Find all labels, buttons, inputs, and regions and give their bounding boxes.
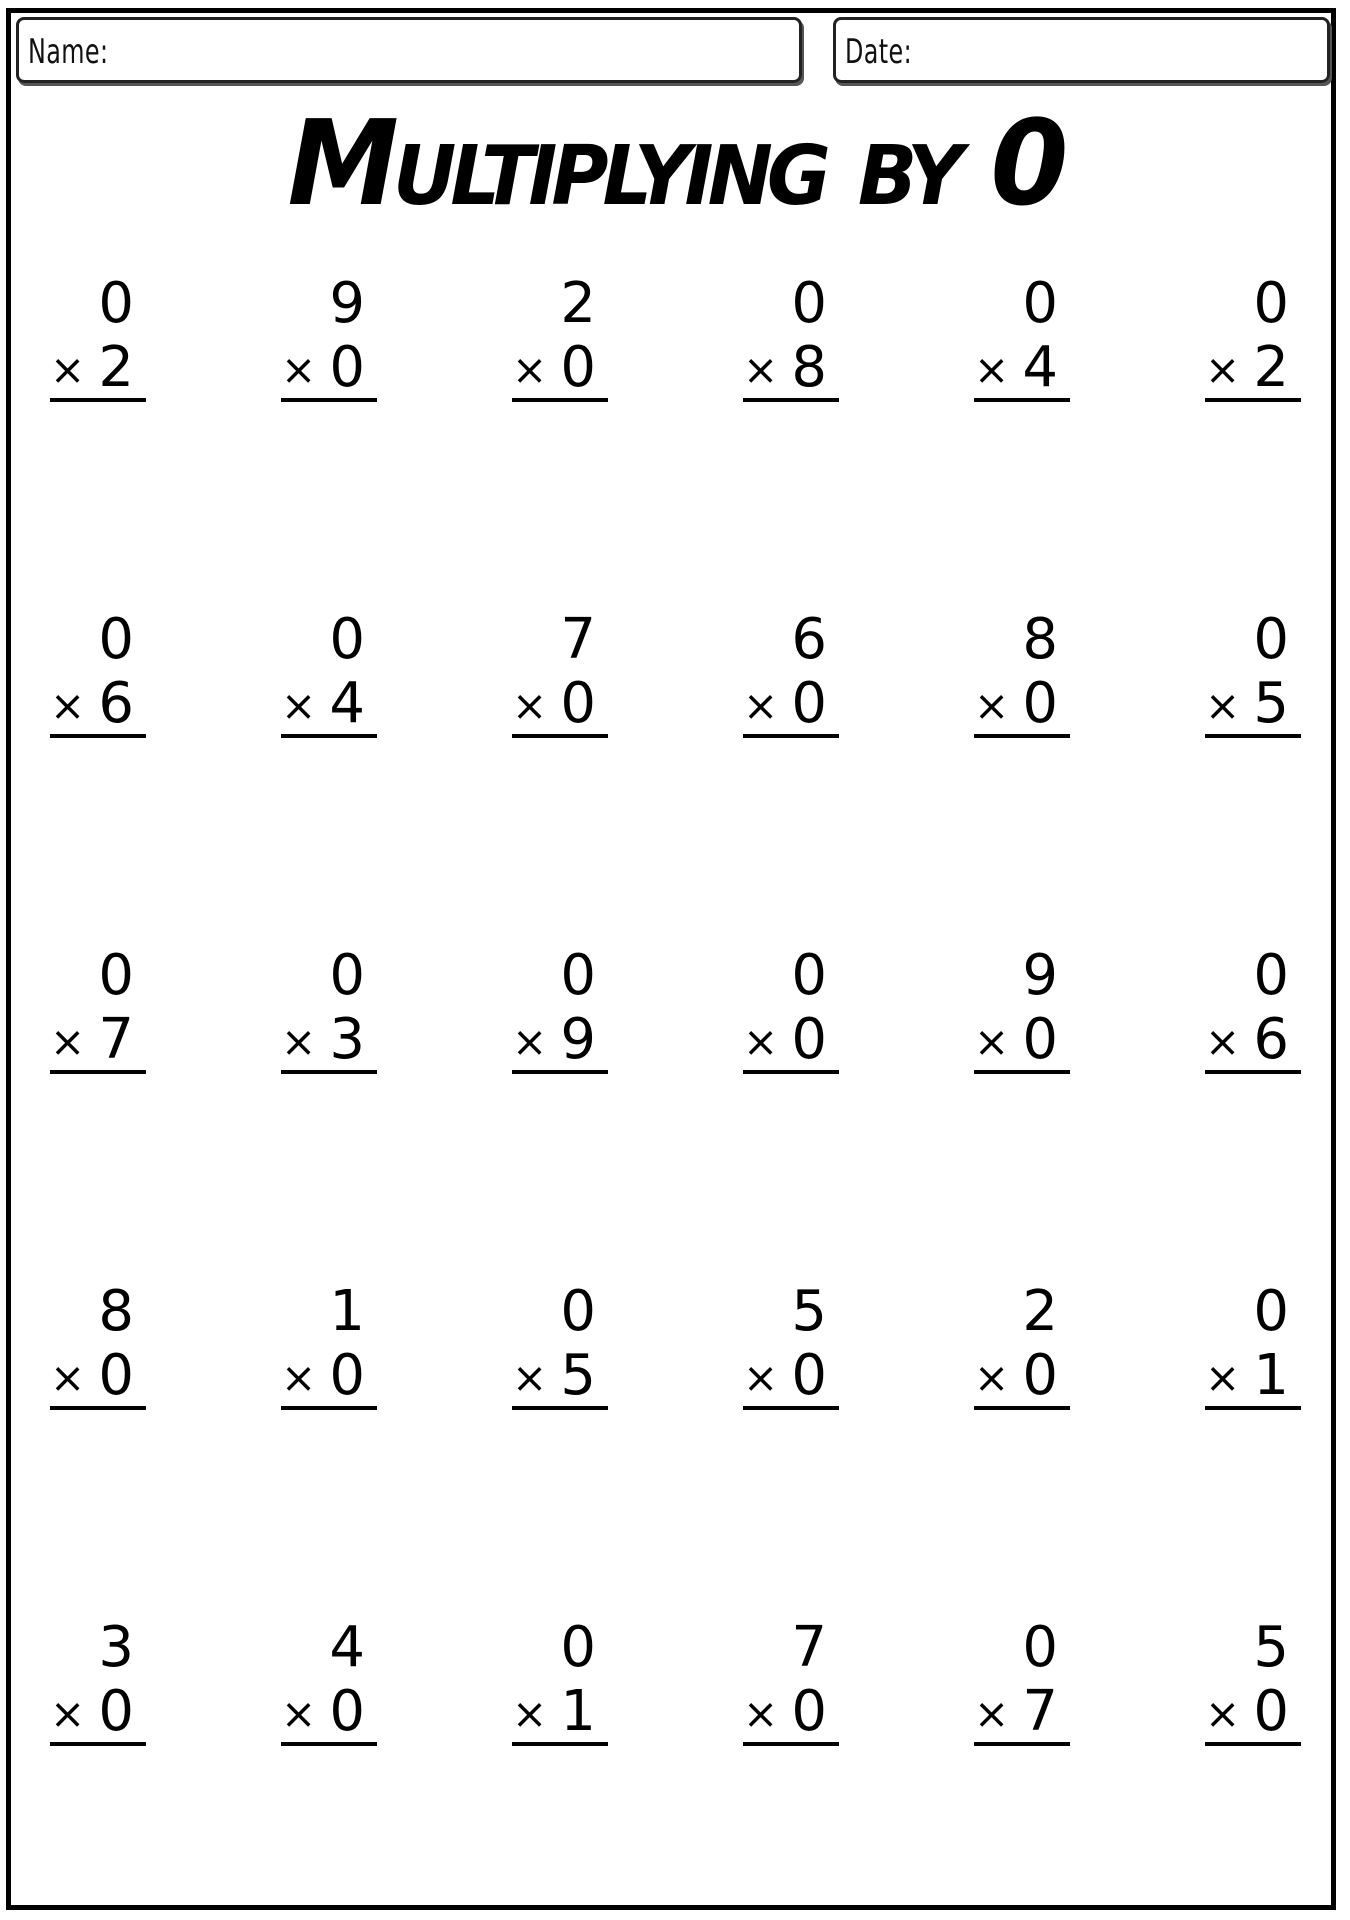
multiplier-row (281, 1680, 377, 1746)
multiplicand: 0 (329, 943, 365, 1008)
multiplicand: 0 (791, 943, 827, 1008)
multiplier: 2 (98, 335, 134, 400)
multiplicand: 7 (791, 1615, 827, 1680)
multiplier: 8 (791, 335, 827, 400)
problem-5-6 (1205, 1615, 1301, 1744)
problem-4-2 (281, 1279, 377, 1408)
multiplier-row (281, 672, 377, 738)
problem-1-3 (512, 271, 608, 400)
problem-1-4 (743, 271, 839, 400)
problem-2-3 (512, 607, 608, 736)
multiplicand: 5 (1253, 1615, 1289, 1680)
multiplier-row (512, 336, 608, 402)
multiplier: 0 (98, 1679, 134, 1744)
multiplicand: 6 (791, 607, 827, 672)
times-sign: × (1205, 345, 1241, 394)
times-sign: × (512, 1353, 548, 1402)
problem-3-1 (50, 943, 146, 1072)
multiplicand: 9 (329, 271, 365, 336)
times-sign: × (1205, 1353, 1241, 1402)
multiplicand: 0 (560, 1615, 596, 1680)
multiplier: 7 (1022, 1679, 1058, 1744)
multiplicand: 8 (1022, 607, 1058, 672)
multiplicand: 0 (98, 607, 134, 672)
problem-4-4 (743, 1279, 839, 1408)
multiplier: 0 (791, 1007, 827, 1072)
multiplier-row (50, 1344, 146, 1410)
multiplier-row (1205, 672, 1301, 738)
multiplicand: 4 (329, 1615, 365, 1680)
multiplicand: 0 (560, 943, 596, 1008)
times-sign: × (743, 681, 779, 730)
multiplier: 0 (329, 335, 365, 400)
multiplier: 9 (560, 1007, 596, 1072)
multiplier-row (1205, 1344, 1301, 1410)
times-sign: × (1205, 1689, 1241, 1738)
problem-3-4 (743, 943, 839, 1072)
times-sign: × (512, 1689, 548, 1738)
times-sign: × (974, 1017, 1010, 1066)
multiplier: 1 (560, 1679, 596, 1744)
multiplicand: 0 (98, 943, 134, 1008)
times-sign: × (50, 1353, 86, 1402)
problem-3-6 (1205, 943, 1301, 1072)
multiplier-row (743, 1680, 839, 1746)
multiplier-row (512, 672, 608, 738)
multiplicand: 1 (329, 1279, 365, 1344)
times-sign: × (743, 1017, 779, 1066)
times-sign: × (1205, 1017, 1241, 1066)
multiplicand: 8 (98, 1279, 134, 1344)
multiplier-row (281, 1344, 377, 1410)
multiplier: 0 (1022, 1007, 1058, 1072)
problem-4-3 (512, 1279, 608, 1408)
multiplier-row (512, 1680, 608, 1746)
problem-1-1 (50, 271, 146, 400)
times-sign: × (974, 1353, 1010, 1402)
multiplier: 0 (1022, 671, 1058, 736)
multiplicand: 0 (1022, 1615, 1058, 1680)
name-label: Name: (28, 32, 109, 72)
multiplicand: 0 (1253, 1279, 1289, 1344)
multiplier-row (974, 1680, 1070, 1746)
problem-2-6 (1205, 607, 1301, 736)
multiplier: 7 (98, 1007, 134, 1072)
multiplicand: 0 (1253, 943, 1289, 1008)
date-label: Date: (845, 32, 913, 72)
multiplier-row (50, 336, 146, 402)
multiplicand: 0 (1253, 271, 1289, 336)
problem-3-3 (512, 943, 608, 1072)
problem-5-1 (50, 1615, 146, 1744)
multiplier: 0 (1022, 1343, 1058, 1408)
multiplier-row (974, 336, 1070, 402)
multiplicand: 0 (791, 271, 827, 336)
multiplicand: 0 (1253, 607, 1289, 672)
problem-2-1 (50, 607, 146, 736)
multiplier: 0 (560, 671, 596, 736)
multiplier-row (512, 1344, 608, 1410)
times-sign: × (974, 1689, 1010, 1738)
multiplier: 5 (560, 1343, 596, 1408)
times-sign: × (281, 345, 317, 394)
multiplier-row (743, 1344, 839, 1410)
multiplicand: 0 (98, 271, 134, 336)
problem-1-5 (974, 271, 1070, 400)
multiplier-row (743, 336, 839, 402)
problem-5-5 (974, 1615, 1070, 1744)
multiplier: 0 (791, 671, 827, 736)
times-sign: × (50, 681, 86, 730)
times-sign: × (281, 1689, 317, 1738)
times-sign: × (50, 345, 86, 394)
multiplicand: 9 (1022, 943, 1058, 1008)
multiplier-row (974, 1344, 1070, 1410)
times-sign: × (281, 1017, 317, 1066)
times-sign: × (1205, 681, 1241, 730)
multiplier-row (50, 672, 146, 738)
multiplier: 4 (1022, 335, 1058, 400)
times-sign: × (974, 681, 1010, 730)
times-sign: × (281, 681, 317, 730)
multiplicand: 3 (98, 1615, 134, 1680)
multiplier: 0 (1253, 1679, 1289, 1744)
multiplier: 6 (1253, 1007, 1289, 1072)
multiplier: 0 (329, 1679, 365, 1744)
multiplier: 5 (1253, 671, 1289, 736)
times-sign: × (743, 1353, 779, 1402)
times-sign: × (512, 345, 548, 394)
multiplier-row (281, 1008, 377, 1074)
times-sign: × (743, 345, 779, 394)
multiplicand: 2 (1022, 1279, 1058, 1344)
multiplier: 6 (98, 671, 134, 736)
multiplier-row (974, 1008, 1070, 1074)
worksheet-title: Multiplying by 0 (287, 95, 1063, 233)
problem-4-1 (50, 1279, 146, 1408)
multiplier: 0 (98, 1343, 134, 1408)
multiplier-row (1205, 336, 1301, 402)
multiplicand: 0 (329, 607, 365, 672)
multiplier: 2 (1253, 335, 1289, 400)
problem-2-4 (743, 607, 839, 736)
multiplier: 1 (1253, 1343, 1289, 1408)
multiplier: 3 (329, 1007, 365, 1072)
problem-5-4 (743, 1615, 839, 1744)
multiplicand: 0 (1022, 271, 1058, 336)
multiplier: 0 (791, 1343, 827, 1408)
problem-5-3 (512, 1615, 608, 1744)
problem-2-5 (974, 607, 1070, 736)
problem-5-2 (281, 1615, 377, 1744)
problem-3-2 (281, 943, 377, 1072)
times-sign: × (974, 345, 1010, 394)
problem-4-6 (1205, 1279, 1301, 1408)
multiplier: 0 (560, 335, 596, 400)
times-sign: × (512, 681, 548, 730)
multiplicand: 5 (791, 1279, 827, 1344)
multiplier-row (743, 1008, 839, 1074)
multiplier-row (50, 1680, 146, 1746)
multiplier-row (512, 1008, 608, 1074)
multiplier-row (743, 672, 839, 738)
multiplier-row (281, 336, 377, 402)
times-sign: × (512, 1017, 548, 1066)
multiplier-row (974, 672, 1070, 738)
problem-3-5 (974, 943, 1070, 1072)
multiplicand: 2 (560, 271, 596, 336)
multiplicand: 0 (560, 1279, 596, 1344)
problem-4-5 (974, 1279, 1070, 1408)
times-sign: × (743, 1689, 779, 1738)
problem-2-2 (281, 607, 377, 736)
multiplicand: 7 (560, 607, 596, 672)
problem-1-2 (281, 271, 377, 400)
multiplier-row (1205, 1680, 1301, 1746)
multiplier-row (1205, 1008, 1301, 1074)
times-sign: × (50, 1689, 86, 1738)
problem-1-6 (1205, 271, 1301, 400)
multiplier: 0 (329, 1343, 365, 1408)
times-sign: × (281, 1353, 317, 1402)
multiplier: 4 (329, 671, 365, 736)
multiplier-row (50, 1008, 146, 1074)
times-sign: × (50, 1017, 86, 1066)
multiplier: 0 (791, 1679, 827, 1744)
